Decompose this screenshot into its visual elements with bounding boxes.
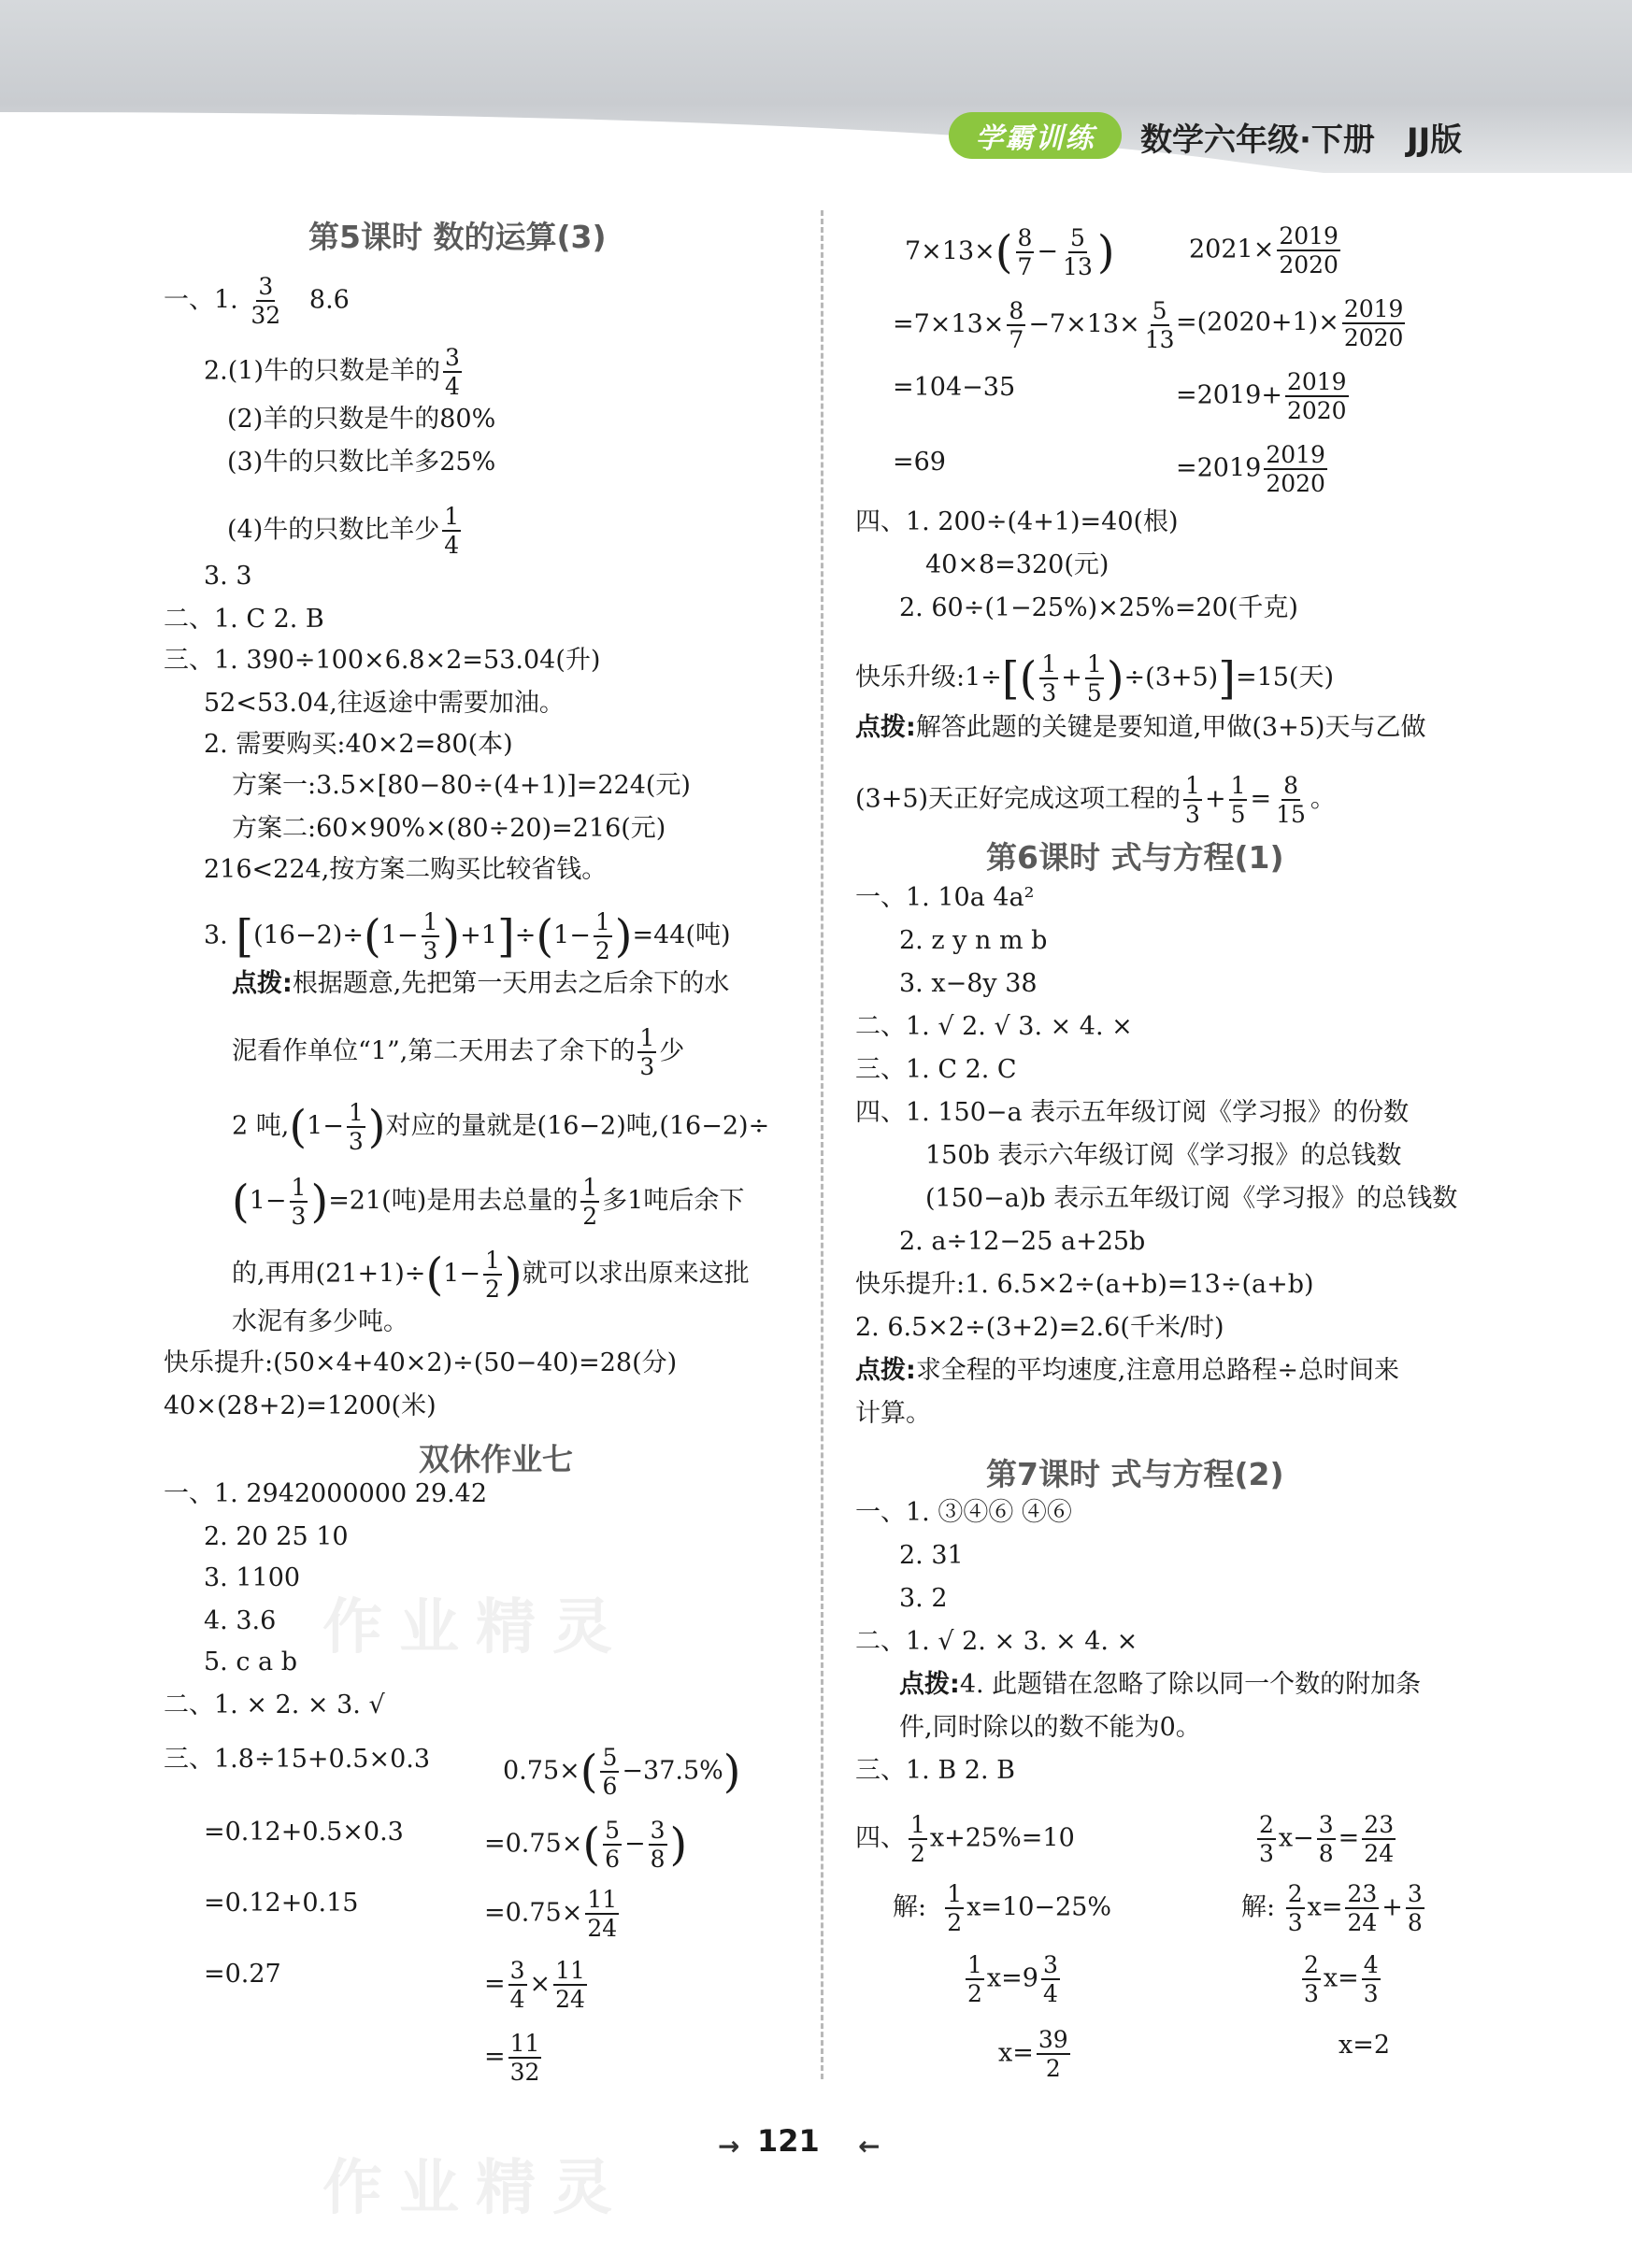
equation-line: 四、 $\frac{1}{2}$ x+25%=10 — [855, 1811, 1075, 1867]
answer-line: 2. z y n m b — [899, 926, 1048, 955]
calc-line: =0.75×( $\frac{5}{6}$ − $\frac{3}{8}$ ) — [484, 1817, 688, 1873]
answer-line: 40×(28+2)=1200(米) — [164, 1391, 437, 1420]
answer-line: 快乐提升:1. 6.5×2÷(a+b)=13÷(a+b) — [855, 1270, 1314, 1299]
calc-line: =2019+ $\frac{2019}{2020}$ — [1176, 368, 1347, 424]
answer-line: 2. a÷12−25 a+25b — [899, 1227, 1146, 1256]
calc-line: 2021× $\frac{2019}{2020}$ — [1189, 222, 1339, 278]
equation-line: 解: $\frac{2}{3}$ x= $\frac{23}{24}$ + $\frac{3}{8}$ — [1241, 1880, 1423, 1936]
lesson-6-title: 第6课时 式与方程(1) — [986, 839, 1284, 876]
weekend-homework-title: 双休作业七 — [419, 1441, 573, 1477]
answer-line: 2. 20 25 10 — [204, 1522, 349, 1551]
calc-line: =0.12+0.5×0.3 — [204, 1818, 404, 1847]
tip-line: 2 吨,(1− $\frac{1}{3}$ )对应的量就是(16−2)吨,(16−2)÷ — [232, 1099, 770, 1155]
tip-line: 点拨:解答此题的关键是要知道,甲做(3+5)天与乙做 — [855, 713, 1426, 742]
answer-line: (4)牛的只数比羊少 $\frac{1}{4}$ — [227, 503, 460, 559]
answer-line: 52<53.04,往返途中需要加油。 — [204, 689, 565, 718]
calc-line: = $\frac{3}{4}$ × $\frac{11}{24}$ — [484, 1957, 585, 2013]
answer-line: 方案二:60×90%×(80÷20)=216(元) — [232, 814, 666, 843]
answer-line: 一、1. 2942000000 29.42 — [164, 1479, 488, 1508]
banner-curve — [0, 89, 1632, 220]
answer-line: 一、1. 10a 4a² — [855, 883, 1035, 912]
answer-line: (3)牛的只数比羊多25% — [227, 448, 496, 477]
answer-line: 二、1. × 2. × 3. √ — [164, 1690, 385, 1719]
edition-label: JJ版 — [1407, 121, 1463, 159]
answer-line: 150b 表示六年级订阅《学习报》的总钱数 — [925, 1141, 1402, 1170]
calc-line: 三、1.8÷15+0.5×0.3 — [164, 1745, 431, 1774]
calc-line: =69 — [893, 448, 946, 477]
lesson-5-title: 第5课时 数的运算(3) — [308, 219, 607, 255]
lesson-7-title: 第7课时 式与方程(2) — [986, 1456, 1284, 1492]
answer-line: 4. 3.6 — [204, 1606, 277, 1635]
answer-line: 三、1. 390÷100×6.8×2=53.04(升) — [164, 646, 601, 675]
subject-title: 数学六年级·下册 — [1140, 121, 1375, 159]
watermark: 作业精灵 — [322, 1593, 629, 1662]
answer-line: 一、1. $\frac{3}{32}$ 8.6 — [164, 273, 350, 329]
calc-line: =104−35 — [893, 373, 1016, 402]
answer-line: 二、1. C 2. B — [164, 605, 324, 634]
answer-line: (150−a)b 表示五年级订阅《学习报》的总钱数 — [925, 1184, 1458, 1213]
answer-line: 5. c a b — [204, 1648, 298, 1676]
tip-line: 件,同时除以的数不能为0。 — [899, 1713, 1201, 1742]
arrow-left-icon: ← — [858, 2131, 880, 2161]
answer-line: 3. 3 — [204, 562, 252, 591]
answer-line: 方案一:3.5×[80−80÷(4+1)]=224(元) — [232, 771, 691, 800]
answer-line: 216<224,按方案二购买比较省钱。 — [204, 855, 608, 884]
calc-line: =7×13× $\frac{8}{7}$ −7×13× $\frac{5}{13}$ — [893, 297, 1175, 353]
answer-line: 3. 2 — [899, 1584, 948, 1613]
equation-line: $\frac{2}{3}$ x− $\frac{3}{8}$ = $\frac{23}{24}$ — [1259, 1811, 1395, 1867]
equation-line: $\frac{1}{2}$ x=9 $\frac{3}{4}$ — [967, 1951, 1058, 2007]
calc-line: = $\frac{11}{32}$ — [484, 2030, 540, 2086]
answer-line: 3. 1100 — [204, 1563, 301, 1592]
answer-line: 三、1. C 2. C — [855, 1055, 1017, 1084]
answer-line: 2.(1)牛的只数是羊的 $\frac{3}{4}$ — [204, 344, 460, 400]
calc-line: =(2020+1)× $\frac{2019}{2020}$ — [1176, 295, 1404, 351]
page-number: 121 — [757, 2123, 820, 2159]
answer-line: 快乐升级:1÷[( $\frac{1}{3}$ + $\frac{1}{5}$ )÷(3+5)]=15(天) — [855, 650, 1334, 706]
answer-line: 2. 6.5×2÷(3+2)=2.6(千米/时) — [855, 1313, 1224, 1342]
calc-line: 0.75×( $\frac{5}{6}$ −37.5%) — [503, 1744, 741, 1800]
answer-line: 一、1. ③④⑥ ④⑥ — [855, 1498, 1072, 1527]
tip-line: 的,再用(21+1)÷(1− $\frac{1}{2}$ )就可以求出原来这批 — [232, 1247, 750, 1303]
answer-line: 二、1. √ 2. √ 3. × 4. × — [855, 1012, 1133, 1041]
brand-badge: 学霸训练 — [949, 112, 1122, 159]
answer-line: 三、1. B 2. B — [855, 1756, 1015, 1785]
answer-line: 40×8=320(元) — [925, 550, 1109, 579]
tip-line: 点拨:求全程的平均速度,注意用总路程÷总时间来 — [855, 1356, 1400, 1385]
equation-line: x= $\frac{39}{2}$ — [998, 2026, 1068, 2082]
answer-line: (2)羊的只数是牛的80% — [227, 405, 496, 434]
calc-line: =2019 $\frac{2019}{2020}$ — [1176, 441, 1325, 497]
answer-line: 3. [(16−2)÷(1− $\frac{1}{3}$ )+1]÷(1− $\frac{1}{2}$ )=44(吨) — [204, 908, 731, 964]
answer-line: 快乐提升:(50×4+40×2)÷(50−40)=28(分) — [164, 1348, 678, 1377]
answer-line: 3. x−8y 38 — [899, 969, 1038, 998]
tip-line: (1− $\frac{1}{3}$ )=21(吨)是用去总量的 $\frac{1}{2}$ 多1吨后余下 — [232, 1174, 745, 1230]
calc-line: =0.27 — [204, 1960, 281, 1989]
equation-line: 解: $\frac{1}{2}$ x=10−25% — [893, 1880, 1112, 1936]
answer-line: 2. 需要购买:40×2=80(本) — [204, 730, 513, 759]
tip-line: 计算。 — [855, 1399, 931, 1428]
equation-line: $\frac{2}{3}$ x= $\frac{4}{3}$ — [1304, 1951, 1379, 2007]
answer-line: 四、1. 150−a 表示五年级订阅《学习报》的份数 — [855, 1098, 1410, 1127]
watermark: 作业精灵 — [322, 2154, 629, 2223]
tip-line: 点拨:4. 此题错在忽略了除以同一个数的附加条 — [899, 1670, 1422, 1699]
answer-line: 2. 31 — [899, 1541, 964, 1570]
answer-line: 二、1. √ 2. × 3. × 4. × — [855, 1627, 1138, 1656]
calc-line: =0.75× $\frac{11}{24}$ — [484, 1886, 618, 1942]
tip-line: (3+5)天正好完成这项工程的 $\frac{1}{3}$ + $\frac{1}{5}$ = $\frac{8}{15}$ 。 — [855, 772, 1336, 828]
tip-line: 水泥有多少吨。 — [232, 1307, 408, 1336]
calc-line: 7×13×( $\frac{8}{7}$ − $\frac{5}{13}$ ) — [905, 224, 1115, 280]
column-divider — [821, 210, 823, 2079]
tip-line: 点拨:根据题意,先把第一天用去之后余下的水 — [232, 969, 730, 998]
calc-line: =0.12+0.15 — [204, 1889, 359, 1918]
arrow-right-icon: → — [718, 2131, 740, 2161]
answer-line: 2. 60÷(1−25%)×25%=20(千克) — [899, 593, 1298, 622]
equation-line: x=2 — [1339, 2031, 1391, 2060]
tip-line: 泥看作单位“1”,第二天用去了余下的 $\frac{1}{3}$ 少 — [232, 1024, 685, 1080]
answer-line: 四、1. 200÷(4+1)=40(根) — [855, 507, 1179, 536]
